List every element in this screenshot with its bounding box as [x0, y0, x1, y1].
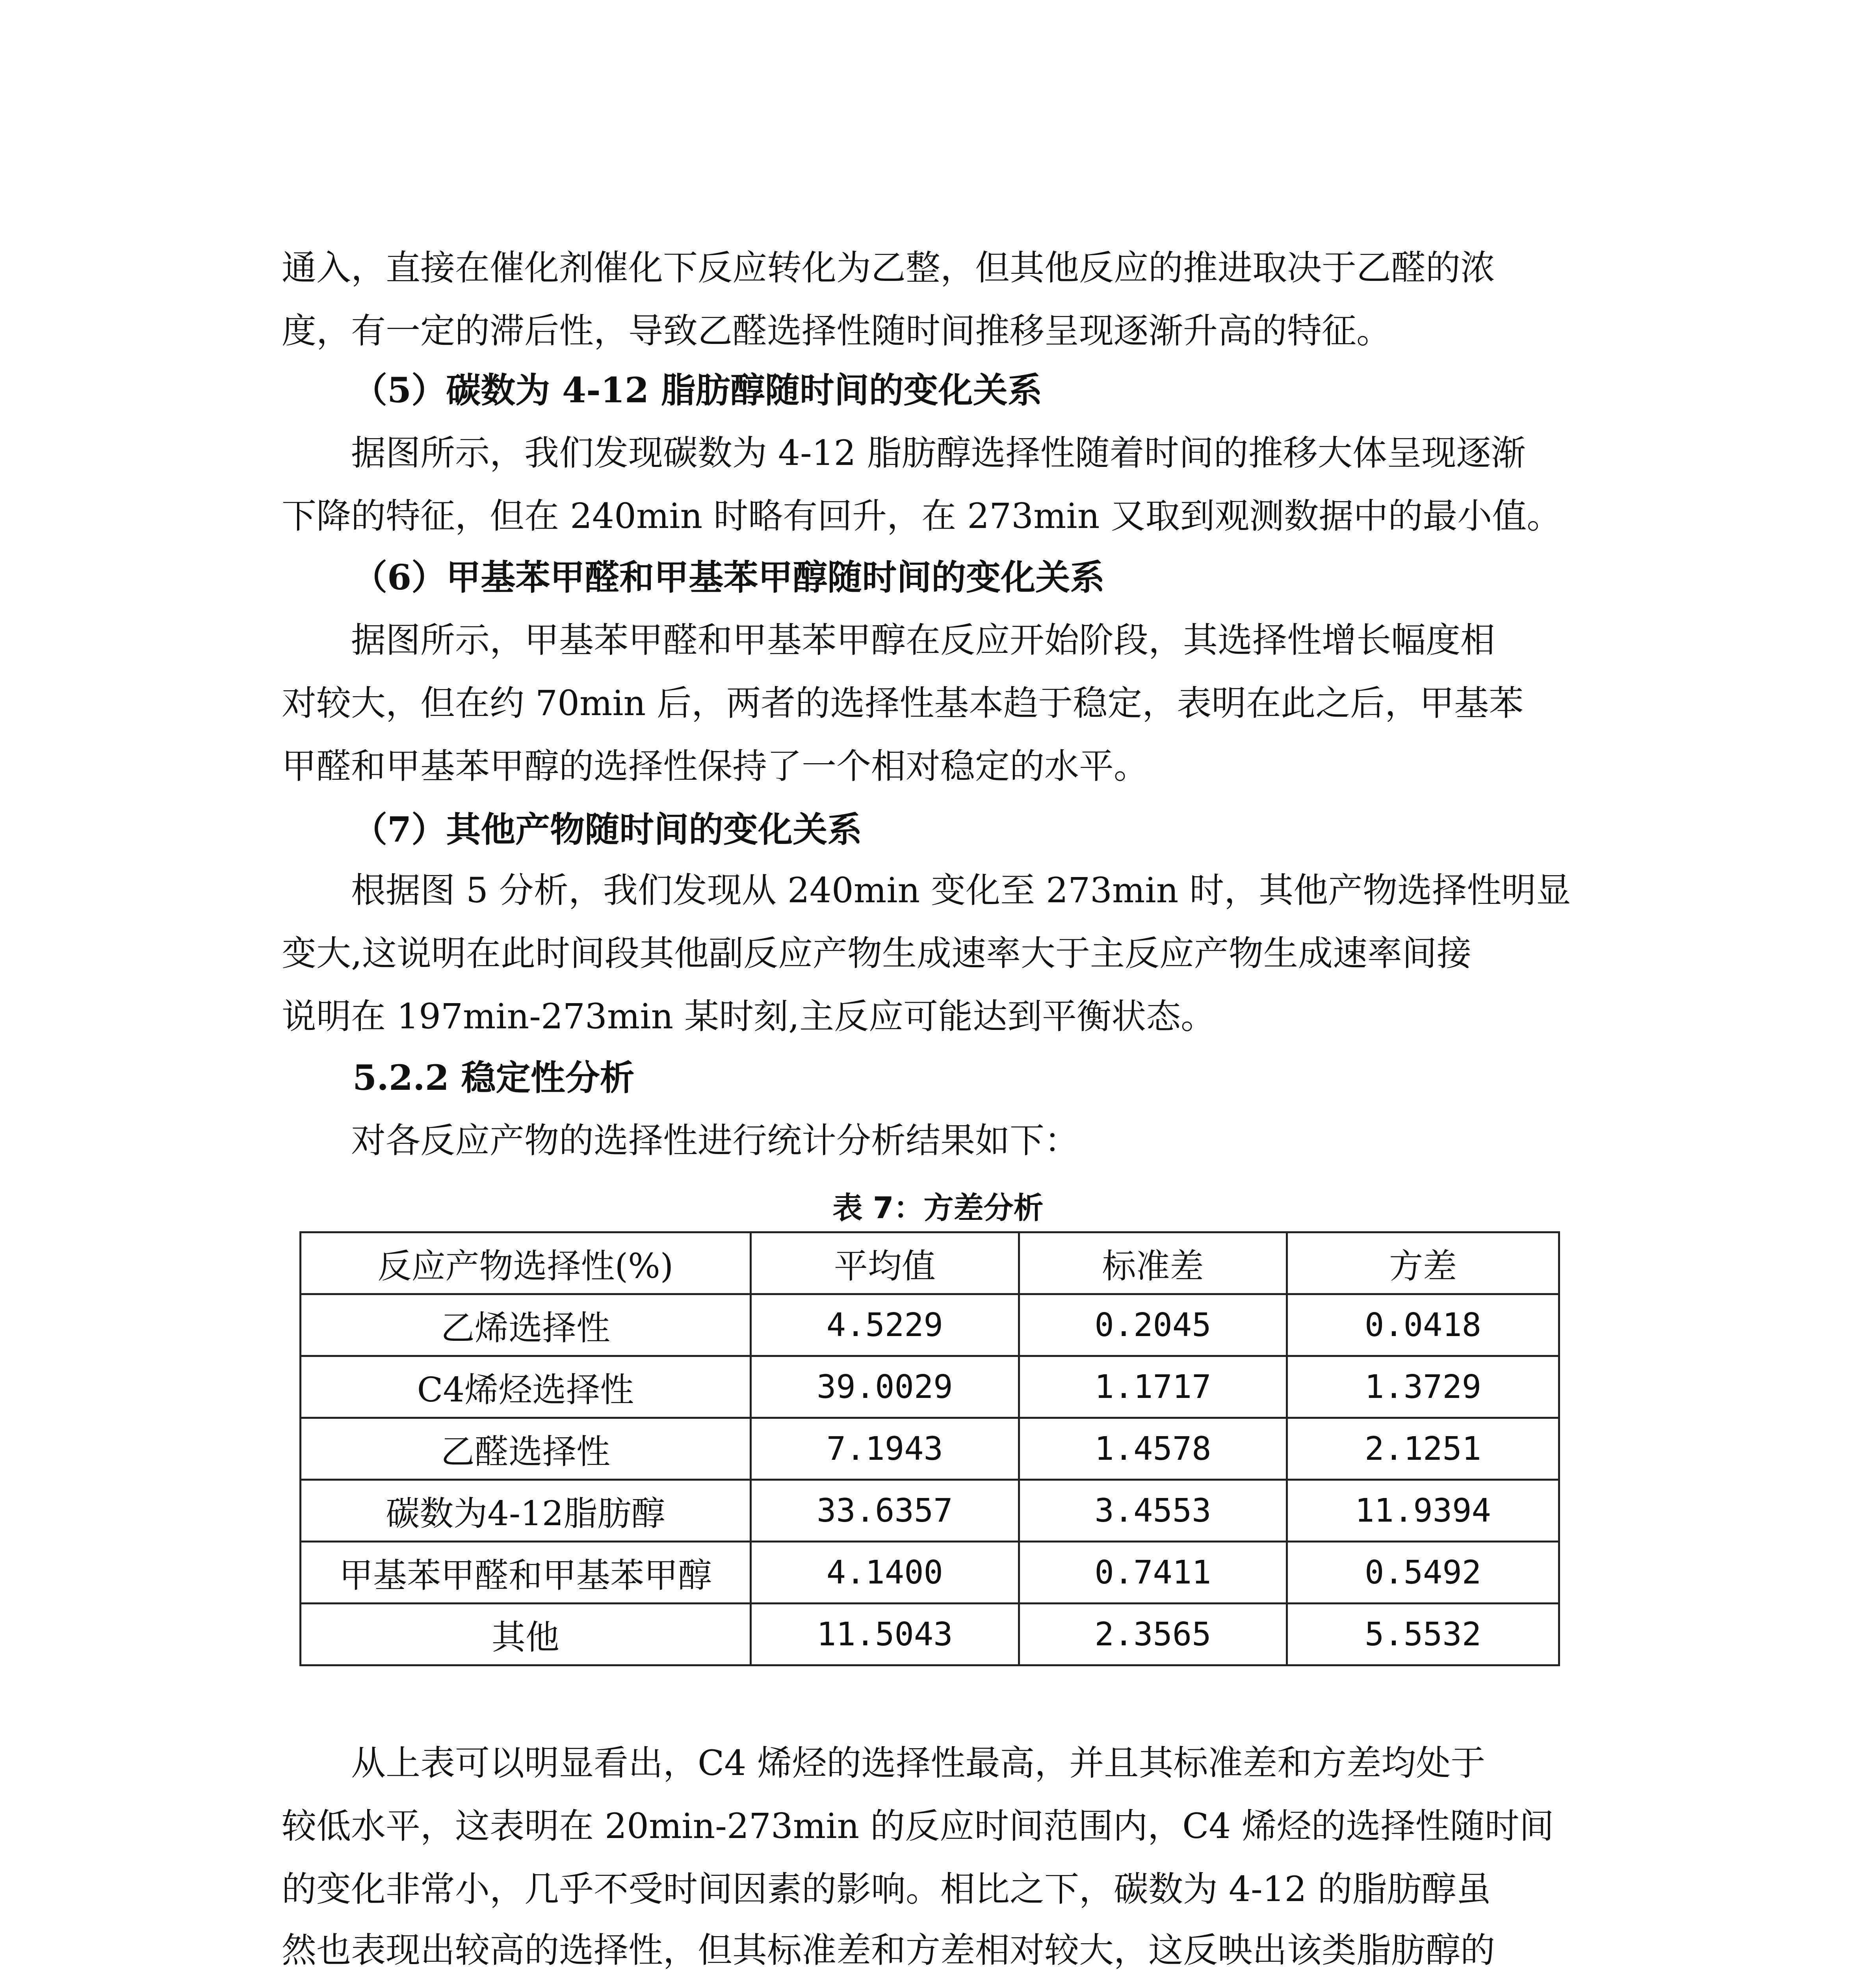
table-row	[301, 1356, 1559, 1418]
table-cell-label: 碳数为4-12脂肪醇	[301, 1480, 751, 1542]
table-row	[301, 1542, 1559, 1604]
body-text-line: 对各反应产物的选择性进行统计分析结果如下：	[351, 1120, 1079, 1161]
body-text-line: 据图所示，甲基苯甲醛和甲基苯甲醇在反应开始阶段，其选择性增长幅度相	[351, 620, 1495, 660]
table-cell: 2.3565	[1019, 1604, 1287, 1665]
section-heading-5: （5）碳数为 4-12 脂肪醇随时间的变化关系	[353, 370, 1042, 411]
table-cell: 0.5492	[1287, 1542, 1559, 1604]
body-text-line: 下降的特征，但在 240min 时略有回升，在 273min 又取到观测数据中的最小值。	[282, 496, 1562, 536]
body-text-line: 据图所示，我们发现碳数为 4-12 脂肪醇选择性随着时间的推移大体呈现逐渐	[351, 433, 1526, 473]
table-cell-label: 甲基苯甲醛和甲基苯甲醇	[301, 1542, 751, 1604]
body-text-line: 甲醛和甲基苯甲醇的选择性保持了一个相对稳定的水平。	[282, 746, 1149, 786]
table-header-cell: 反应产物选择性(%)	[301, 1232, 751, 1294]
section-heading-6: （6）甲基苯甲醛和甲基苯甲醇随时间的变化关系	[353, 557, 1105, 598]
body-text-line: 较低水平，这表明在 20min-273min 的反应时间范围内，C4 烯烃的选择性随时间	[282, 1806, 1554, 1846]
table-cell: 39.0029	[750, 1356, 1019, 1418]
body-text-line: 说明在 197min-273min 某时刻,主反应可能达到平衡状态。	[282, 996, 1216, 1037]
table-row	[301, 1480, 1559, 1542]
body-text-line: 对较大，但在约 70min 后，两者的选择性基本趋于稳定，表明在此之后，甲基苯	[282, 683, 1524, 723]
table-cell: 5.5532	[1287, 1604, 1559, 1665]
body-text-line: 度，有一定的滞后性，导致乙醛选择性随时间推移呈现逐渐升高的特征。	[282, 310, 1391, 351]
table-row	[301, 1604, 1559, 1665]
section-heading-7: （7）其他产物随时间的变化关系	[353, 809, 862, 850]
table-cell: 1.1717	[1019, 1356, 1287, 1418]
table-cell-label: 乙烯选择性	[301, 1294, 751, 1356]
table-row	[301, 1418, 1559, 1480]
table-header-cell: 标准差	[1019, 1232, 1287, 1294]
table-cell: 4.1400	[750, 1542, 1019, 1604]
table-cell: 11.5043	[750, 1604, 1019, 1665]
body-text-line: 通入，直接在催化剂催化下反应转化为乙整，但其他反应的推进取决于乙醛的浓	[282, 247, 1495, 288]
table-cell: 0.2045	[1019, 1294, 1287, 1356]
body-text-line: 变大,这说明在此时间段其他副反应产物生成速率大于主反应产物生成速率间接	[282, 933, 1471, 974]
table-cell: 1.3729	[1287, 1356, 1559, 1418]
body-text-line: 的变化非常小，几乎不受时间因素的影响。相比之下，碳数为 4-12 的脂肪醇虽	[282, 1869, 1491, 1909]
table-cell: 7.1943	[750, 1418, 1019, 1480]
body-text-line: 从上表可以明显看出，C4 烯烃的选择性最高，并且其标准差和方差均处于	[351, 1743, 1486, 1783]
table-header-cell: 方差	[1287, 1232, 1559, 1294]
table-cell-label: 其他	[301, 1604, 751, 1665]
body-text-line: 然也表现出较高的选择性，但其标准差和方差相对较大，这反映出该类脂肪醇的	[282, 1930, 1495, 1970]
variance-table	[299, 1231, 1560, 1666]
table-cell: 0.0418	[1287, 1294, 1559, 1356]
table-cell: 11.9394	[1287, 1480, 1559, 1542]
table-cell: 33.6357	[750, 1480, 1019, 1542]
body-text-line: 根据图 5 分析，我们发现从 240min 变化至 273min 时，其他产物选择性明显	[351, 870, 1571, 911]
table-cell: 0.7411	[1019, 1542, 1287, 1604]
table-cell-label: C4烯烃选择性	[301, 1356, 751, 1418]
table-cell-label: 乙醛选择性	[301, 1418, 751, 1480]
table-caption: 表 7：方差分析	[832, 1190, 1044, 1225]
table-cell: 3.4553	[1019, 1480, 1287, 1542]
table-cell: 2.1251	[1287, 1418, 1559, 1480]
table-header-cell: 平均值	[750, 1232, 1019, 1294]
section-heading-522: 5.2.2 稳定性分析	[353, 1057, 635, 1098]
table-header-row	[301, 1232, 1559, 1294]
table-cell: 4.5229	[750, 1294, 1019, 1356]
table-cell: 1.4578	[1019, 1418, 1287, 1480]
table-row	[301, 1294, 1559, 1356]
